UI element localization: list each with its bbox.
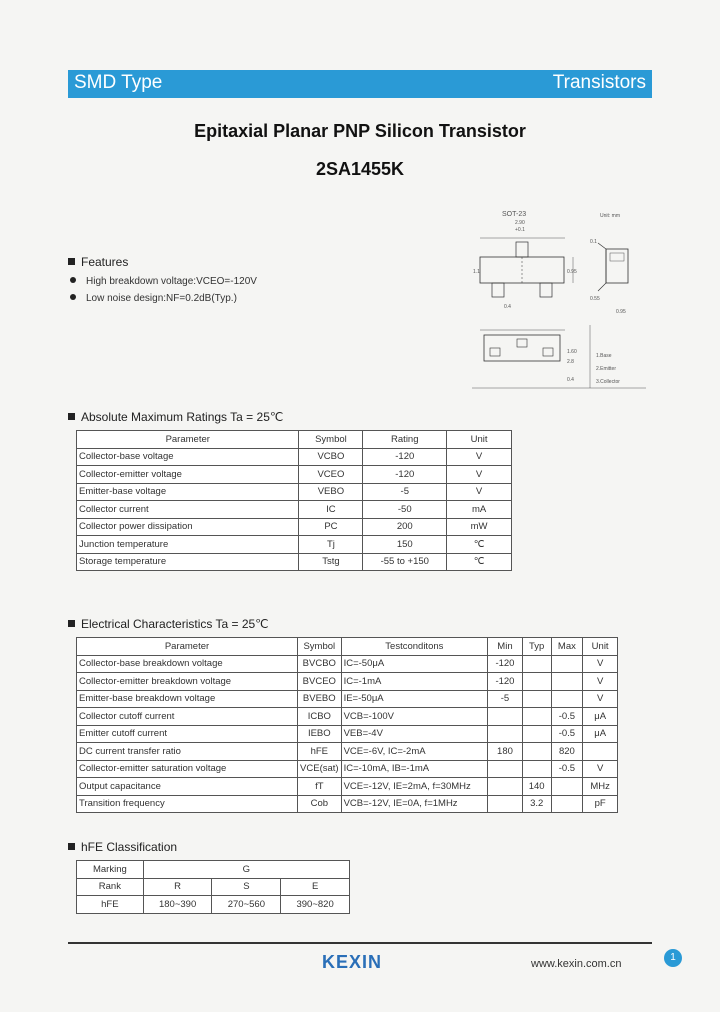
table-cell: 180 [488, 743, 523, 761]
package-drawing [470, 205, 650, 395]
bullet-square-icon [68, 258, 75, 265]
table-cell: V [583, 690, 618, 708]
elec-table [76, 637, 618, 813]
bullet-square-icon [68, 413, 75, 420]
header-banner [68, 70, 652, 98]
table-header-cell: Min [488, 638, 523, 656]
table-cell: Emitter-base voltage [77, 483, 299, 501]
table-cell: -0.5 [551, 725, 583, 743]
table-cell: BVCEO [298, 673, 342, 691]
table-cell [488, 725, 523, 743]
svg-text:2.8: 2.8 [567, 359, 574, 365]
table-row [77, 518, 512, 536]
table-cell: IE=-50μA [341, 690, 488, 708]
table-cell: 150 [363, 536, 447, 554]
part-number: 2SA1455K [315, 159, 405, 179]
table-cell [551, 778, 583, 796]
hfe-heading: hFE Classification [68, 840, 177, 854]
page-title: Epitaxial Planar PNP Silicon Transistor [194, 121, 526, 141]
table-cell: -5 [363, 483, 447, 501]
table-header-cell: Rating [363, 431, 447, 449]
table-cell: mA [447, 501, 512, 519]
table-row: Marking G [77, 861, 350, 879]
table-row [77, 725, 618, 743]
table-cell [522, 708, 551, 726]
pin-2: 2.Emitter [596, 366, 617, 372]
table-cell: -0.5 [551, 760, 583, 778]
table-row [77, 483, 512, 501]
table-cell: -120 [488, 673, 523, 691]
table-cell: Storage temperature [77, 553, 299, 571]
table-row: Rank R S E [77, 878, 350, 896]
svg-text:2.90: 2.90 [515, 220, 525, 226]
table-cell: μA [583, 725, 618, 743]
table-cell: VEBO [299, 483, 363, 501]
table-cell [551, 673, 583, 691]
table-cell [522, 725, 551, 743]
table-cell [488, 760, 523, 778]
table-cell: IC [299, 501, 363, 519]
feature-item: Low noise design:NF=0.2dB(Typ.) [70, 293, 237, 304]
table-cell: Collector-emitter saturation voltage [77, 760, 298, 778]
table-row [77, 553, 512, 571]
table-cell: Tstg [299, 553, 363, 571]
table-cell: Collector cutoff current [77, 708, 298, 726]
svg-text:0.95: 0.95 [616, 309, 626, 315]
table-row [77, 690, 618, 708]
table-row [77, 708, 618, 726]
kexin-logo: KEXIN [322, 952, 383, 972]
table-cell [551, 795, 583, 813]
table-cell: VCEO [299, 466, 363, 484]
svg-text:0.55: 0.55 [590, 296, 600, 302]
table-cell: Collector-base breakdown voltage [77, 655, 298, 673]
table-cell: IC=-50μA [341, 655, 488, 673]
table-cell: mW [447, 518, 512, 536]
table-cell: BVEBO [298, 690, 342, 708]
elec-heading: Electrical Characteristics Ta = 25℃ [68, 617, 269, 631]
table-cell: -0.5 [551, 708, 583, 726]
table-cell: Collector current [77, 501, 299, 519]
table-header-cell: Parameter [77, 431, 299, 449]
table-row [77, 795, 618, 813]
footer-url[interactable]: www.kexin.com.cn [531, 958, 622, 970]
table-cell: Collector-emitter voltage [77, 466, 299, 484]
footer-divider [68, 942, 652, 944]
table-cell: V [447, 483, 512, 501]
table-cell: μA [583, 708, 618, 726]
table-cell: -120 [363, 448, 447, 466]
package-name: SOT-23 [502, 211, 527, 218]
table-cell: Transition frequency [77, 795, 298, 813]
table-cell: VCE=-6V, IC=-2mA [341, 743, 488, 761]
table-cell: IC=-1mA [341, 673, 488, 691]
table-cell: Collector power dissipation [77, 518, 299, 536]
table-cell: -120 [488, 655, 523, 673]
svg-text:+0.1: +0.1 [515, 227, 525, 233]
table-cell: V [447, 466, 512, 484]
table-cell: pF [583, 795, 618, 813]
table-cell: VCB=-12V, IE=0A, f=1MHz [341, 795, 488, 813]
table-cell: VCE(sat) [298, 760, 342, 778]
table-cell [583, 743, 618, 761]
table-cell: IEBO [298, 725, 342, 743]
table-cell [522, 760, 551, 778]
table-cell: 3.2 [522, 795, 551, 813]
table-cell: ℃ [447, 536, 512, 554]
table-cell: Cob [298, 795, 342, 813]
abs-max-table [76, 430, 512, 571]
table-header-cell: Unit [447, 431, 512, 449]
feature-item: High breakdown voltage:VCEO=-120V [70, 276, 257, 287]
svg-text:1.60: 1.60 [567, 349, 577, 355]
table-cell [488, 708, 523, 726]
table-cell: V [583, 655, 618, 673]
table-cell: Emitter cutoff current [77, 725, 298, 743]
table-cell [522, 655, 551, 673]
table-cell: 820 [551, 743, 583, 761]
table-header-cell: Typ [522, 638, 551, 656]
table-cell: VEB=-4V [341, 725, 488, 743]
table-cell: ICBO [298, 708, 342, 726]
svg-text:0.1: 0.1 [590, 239, 597, 245]
header-right: Transistors [552, 72, 646, 93]
table-cell: -5 [488, 690, 523, 708]
table-cell: MHz [583, 778, 618, 796]
table-row [77, 743, 618, 761]
pin-1: 1.Base [596, 353, 612, 359]
page-number: 1 [664, 949, 682, 967]
table-cell [551, 655, 583, 673]
table-cell: -55 to +150 [363, 553, 447, 571]
table-cell: -50 [363, 501, 447, 519]
table-header-cell: Testconditons [341, 638, 488, 656]
table-cell: DC current transfer ratio [77, 743, 298, 761]
table-cell [488, 795, 523, 813]
bullet-square-icon [68, 843, 75, 850]
table-header-row [77, 431, 512, 449]
table-header-cell: Unit [583, 638, 618, 656]
table-cell [522, 690, 551, 708]
table-cell: Collector-base voltage [77, 448, 299, 466]
table-cell: IC=-10mA, IB=-1mA [341, 760, 488, 778]
table-cell: 140 [522, 778, 551, 796]
bullet-dot-icon [70, 277, 76, 283]
table-cell: hFE [298, 743, 342, 761]
header-left: SMD Type [74, 72, 163, 93]
table-row [77, 778, 618, 796]
table-row [77, 466, 512, 484]
table-cell: V [583, 673, 618, 691]
table-row [77, 655, 618, 673]
table-cell: V [583, 760, 618, 778]
table-header-cell: Max [551, 638, 583, 656]
hfe-table [76, 860, 350, 914]
bullet-square-icon [68, 620, 75, 627]
table-header-cell: Symbol [299, 431, 363, 449]
table-row [77, 448, 512, 466]
table-row [77, 536, 512, 554]
abs-max-heading: Absolute Maximum Ratings Ta = 25℃ [68, 410, 283, 424]
table-cell [522, 743, 551, 761]
svg-text:0.4: 0.4 [567, 377, 574, 383]
svg-text:1.1: 1.1 [473, 269, 480, 275]
table-cell [551, 690, 583, 708]
svg-text:0.4: 0.4 [504, 304, 511, 310]
table-cell: BVCBO [298, 655, 342, 673]
table-row: hFE 180~390 270~560 390~820 [77, 896, 350, 914]
table-row [77, 501, 512, 519]
table-cell: VCBO [299, 448, 363, 466]
table-cell: PC [299, 518, 363, 536]
table-cell [522, 673, 551, 691]
table-cell: Output capacitance [77, 778, 298, 796]
table-cell: ℃ [447, 553, 512, 571]
bullet-dot-icon [70, 294, 76, 300]
table-cell: Junction temperature [77, 536, 299, 554]
table-cell: VCE=-12V, IE=2mA, f=30MHz [341, 778, 488, 796]
table-cell: V [447, 448, 512, 466]
table-cell: Emitter-base breakdown voltage [77, 690, 298, 708]
table-header-cell: Parameter [77, 638, 298, 656]
table-header-row [77, 638, 618, 656]
table-header-cell: Symbol [298, 638, 342, 656]
pin-3: 3.Collector [596, 379, 620, 385]
table-cell: Tj [299, 536, 363, 554]
package-unit: Unit: mm [600, 213, 620, 219]
table-cell: 200 [363, 518, 447, 536]
table-row [77, 673, 618, 691]
table-cell: Collector-emitter breakdown voltage [77, 673, 298, 691]
table-cell: VCB=-100V [341, 708, 488, 726]
table-cell: fT [298, 778, 342, 796]
features-heading: Features [68, 255, 128, 269]
svg-text:0.95: 0.95 [567, 269, 577, 275]
table-cell [488, 778, 523, 796]
table-row [77, 760, 618, 778]
table-cell: -120 [363, 466, 447, 484]
